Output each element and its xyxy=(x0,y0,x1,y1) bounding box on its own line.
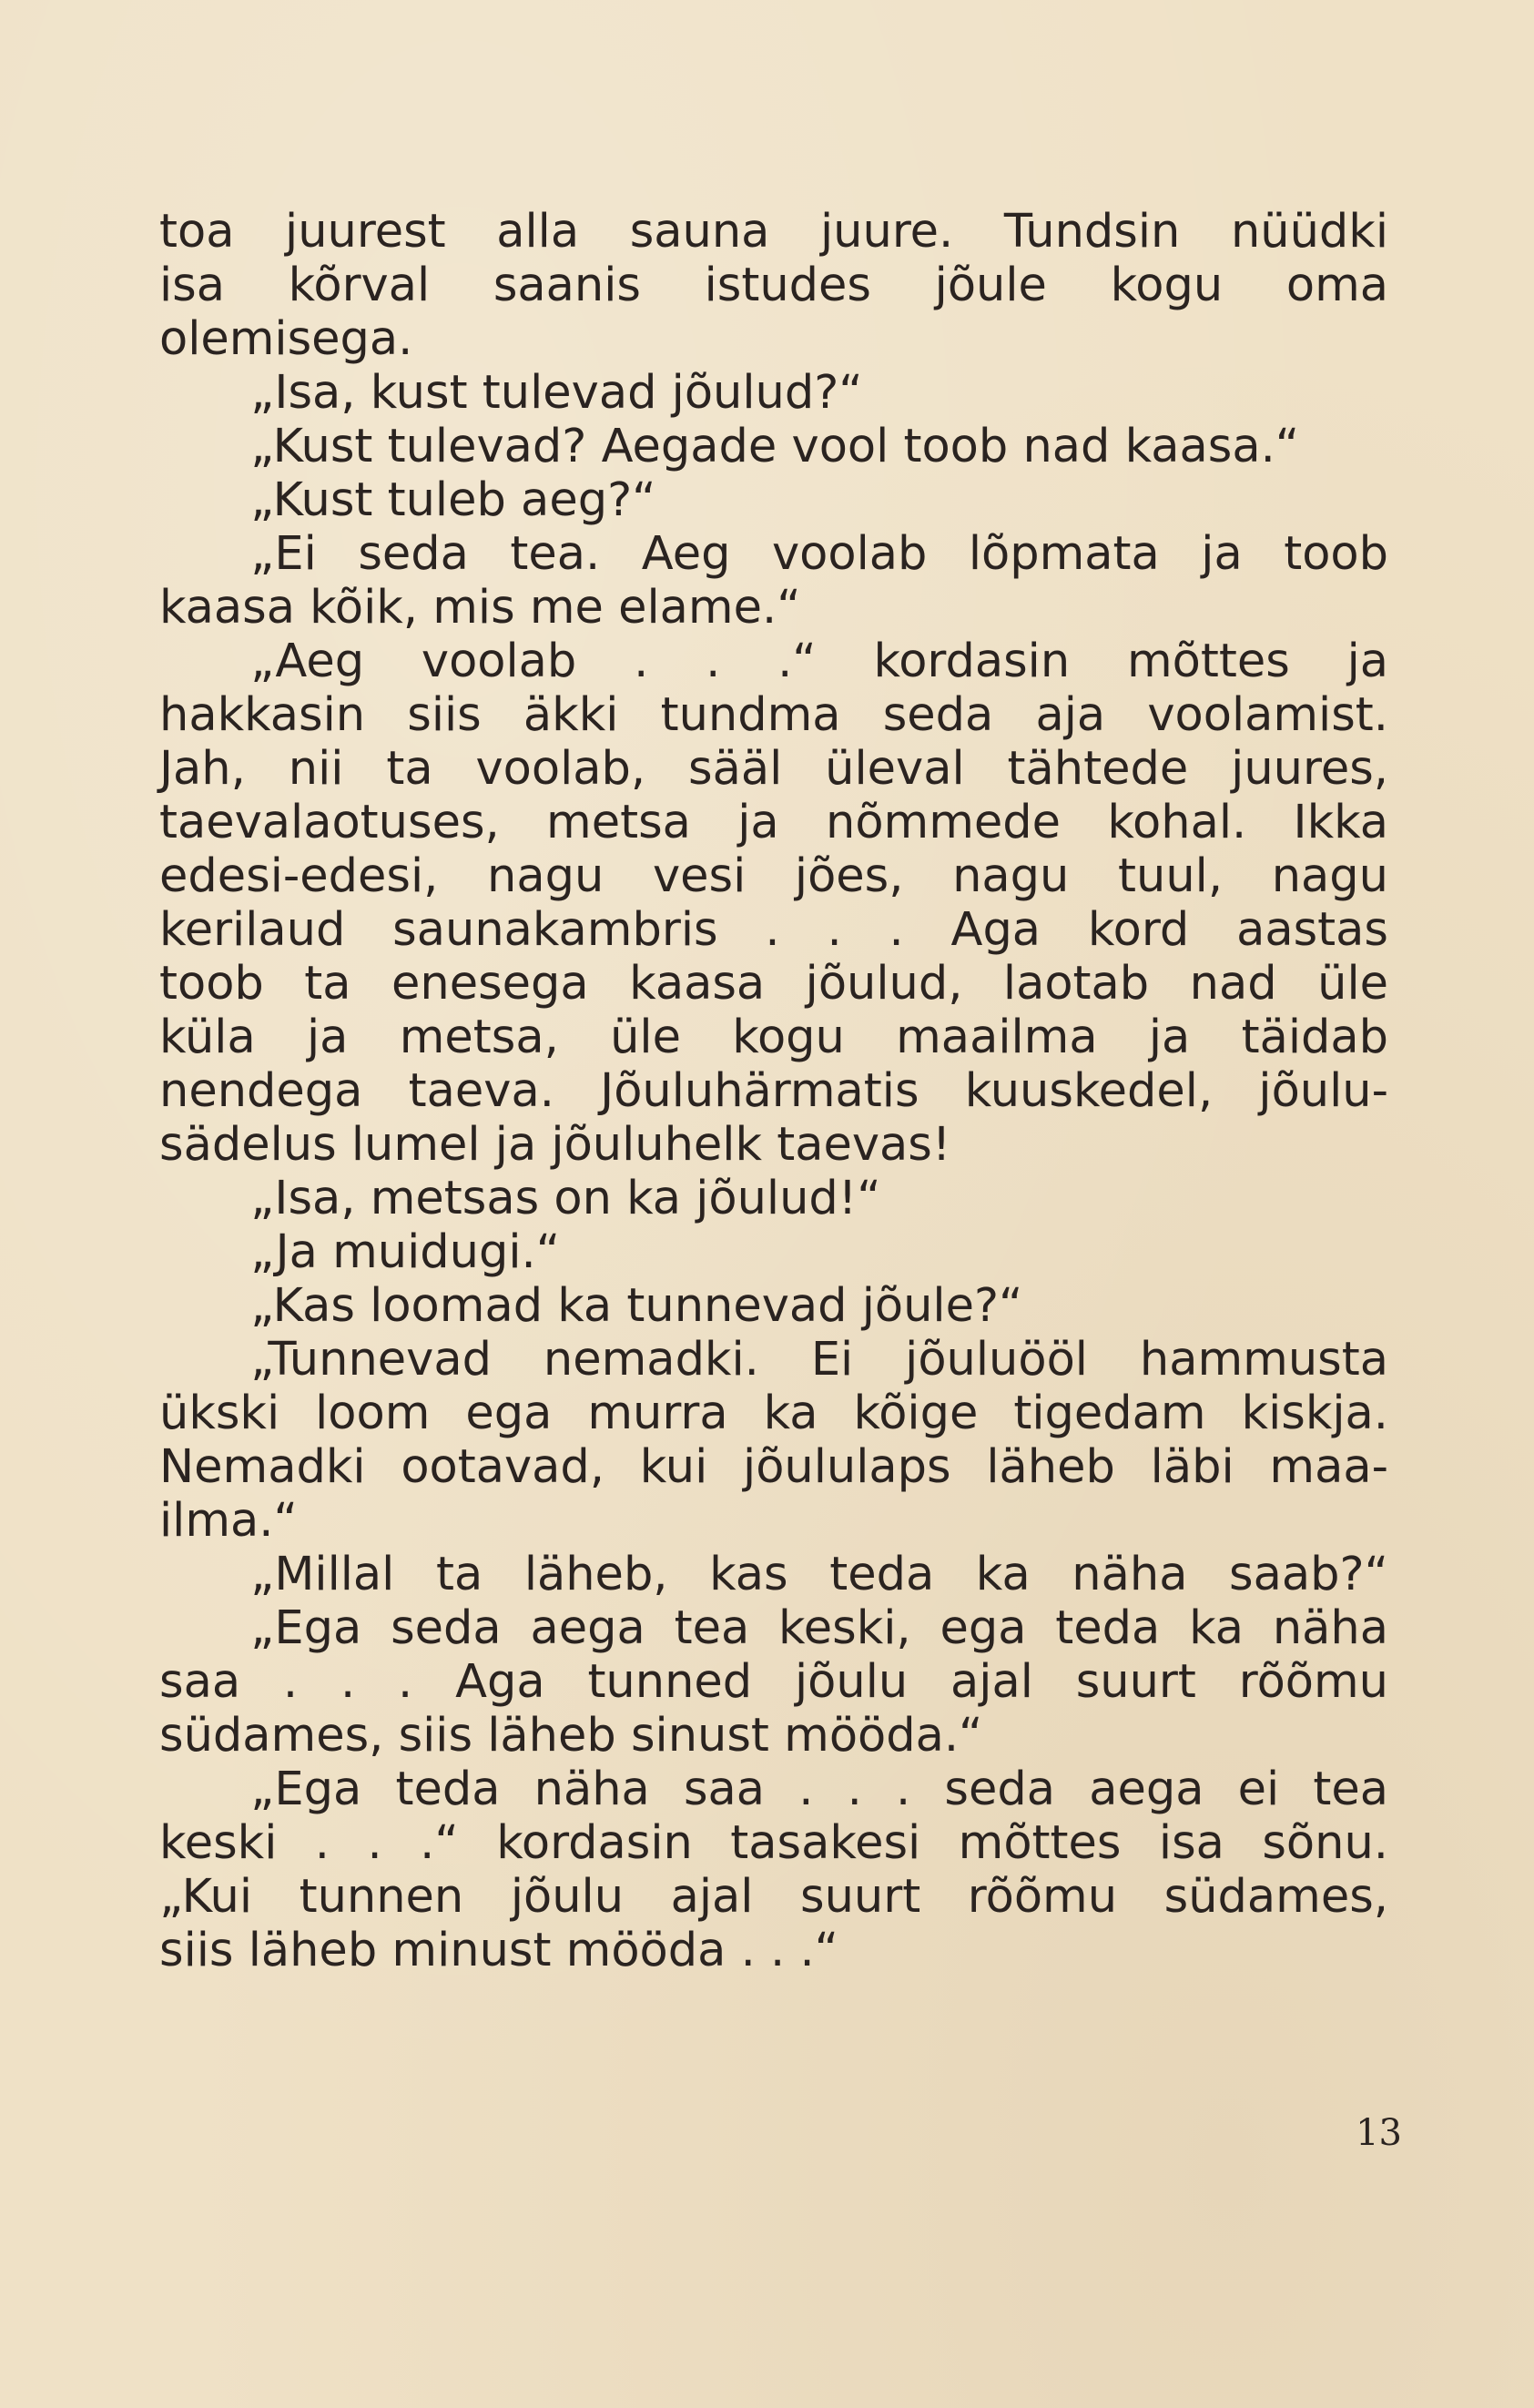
text-line: kerilaud saunakambris . . . Aga kord aastas xyxy=(159,903,1388,957)
text-line: küla ja metsa, üle kogu maailma ja täidab xyxy=(159,1011,1388,1064)
text-line: südames, siis läheb sinust mööda.“ xyxy=(159,1709,983,1763)
text-line: hakkasin siis äkki tundma seda aja voolamist. xyxy=(159,688,1388,742)
text-line: nendega taeva. Jõuluhärmatis kuuskedel, jõulu- xyxy=(159,1064,1388,1118)
text-line: toob ta enesega kaasa jõulud, laotab nad üle xyxy=(159,957,1388,1011)
text-line: ilma.“ xyxy=(159,1494,298,1548)
text-line: Jah, nii ta voolab, sääl üleval tähtede juures, xyxy=(159,742,1388,796)
text-line: „Ja muidugi.“ xyxy=(250,1225,561,1279)
page-number: 13 xyxy=(1356,2112,1402,2154)
text-line: siis läheb minust mööda . . .“ xyxy=(159,1924,839,1977)
text-line: Nemadki ootavad, kui jõululaps läheb läbi maa- xyxy=(159,1440,1388,1494)
text-line: kaasa kõik, mis me elame.“ xyxy=(159,581,801,635)
text-line: „Isa, kust tulevad jõulud?“ xyxy=(250,366,863,420)
text-line: „Tunnevad nemadki. Ei jõuluööl hammusta xyxy=(250,1333,1388,1387)
text-line: isa kõrval saanis istudes jõule kogu oma xyxy=(159,259,1388,312)
text-line: saa . . . Aga tunned jõulu ajal suurt rõõmu xyxy=(159,1655,1388,1709)
text-line: taevalaotuses, metsa ja nõmmede kohal. Ikka xyxy=(159,796,1388,849)
text-line: „Kas loomad ka tunnevad jõule?“ xyxy=(250,1279,1023,1333)
text-line: toa juurest alla sauna juure. Tundsin nüüdki xyxy=(159,205,1388,259)
body-text xyxy=(159,205,1388,1977)
text-line: „Kust tuleb aeg?“ xyxy=(250,473,656,527)
text-line: „Kust tulevad? Aegade vool toob nad kaasa.“ xyxy=(250,420,1300,473)
text-line: sädelus lumel ja jõuluhelk taevas! xyxy=(159,1118,951,1172)
text-line: „Isa, metsas on ka jõulud!“ xyxy=(250,1172,881,1225)
text-line: „Ega seda aega tea keski, ega teda ka näha xyxy=(250,1601,1388,1655)
text-line: keski . . .“ kordasin tasakesi mõttes isa sõnu. xyxy=(159,1816,1388,1870)
text-line: edesi-edesi, nagu vesi jões, nagu tuul, nagu xyxy=(159,849,1388,903)
text-line: „Ega teda näha saa . . . seda aega ei tea xyxy=(250,1763,1388,1816)
text-line: „Kui tunnen jõulu ajal suurt rõõmu südames, xyxy=(159,1870,1388,1924)
text-line: „Millal ta läheb, kas teda ka näha saab?“ xyxy=(250,1548,1388,1601)
text-line: „Ei seda tea. Aeg voolab lõpmata ja toob xyxy=(250,527,1388,581)
text-line: olemisega. xyxy=(159,312,413,366)
text-line: „Aeg voolab . . .“ kordasin mõttes ja xyxy=(250,635,1388,688)
text-line: ükski loom ega murra ka kõige tigedam kiskja. xyxy=(159,1387,1388,1440)
